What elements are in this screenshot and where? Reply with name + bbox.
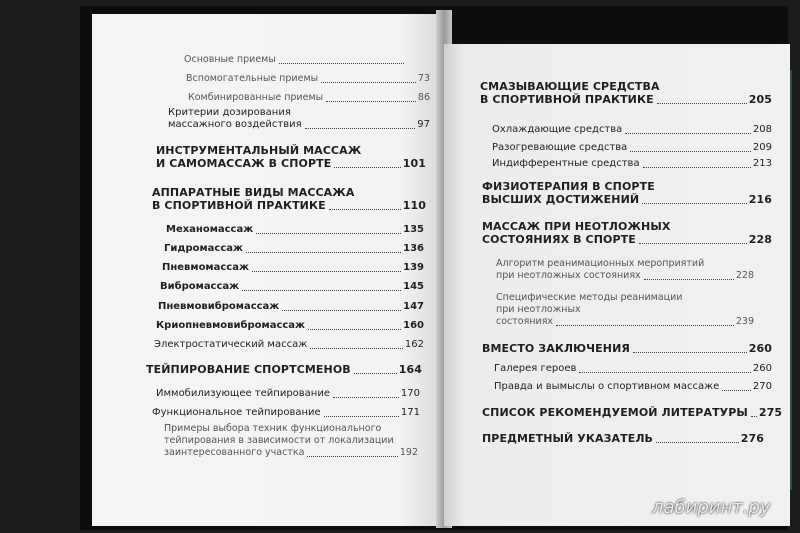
toc-entry: Примеры выбора техник функционального тейпирования в зависимости от локализации заинтересованного участка 192 [164,423,418,458]
labirint-watermark: лабиринт.ру [652,497,771,518]
toc-entry: Правда и вымыслы о спортивном массаже 270 [494,381,772,392]
toc-entry: Гидромассаж 136 [164,243,424,254]
toc-entry: Пневмовибромассаж 147 [158,301,424,312]
toc-chapter: ТЕЙПИРОВАНИЕ СПОРТСМЕНОВ 164 [146,363,422,376]
toc-chapter: ИНСТРУМЕНТАЛЬНЫЙ МАССАЖ И САМОМАССАЖ В СПОРТЕ 101 [156,144,426,170]
toc-entry: Галерея героев 260 [494,363,772,374]
toc-entry: Электростатический массаж 162 [154,339,424,350]
left-page [92,14,442,526]
toc-entry: Пневмомассаж 139 [162,262,424,273]
toc-entry: Специфические методы реанимации при неотложных состояниях 239 [496,292,754,327]
toc-entry: Комбинированные приемы 86 [188,92,430,103]
toc-entry: Разогревающие средства 209 [492,142,772,153]
toc-entry: Вспомогательные приемы 73 [186,73,430,84]
toc-chapter: ПРЕДМЕТНЫЙ УКАЗАТЕЛЬ 276 [482,432,764,445]
toc-chapter: ФИЗИОТЕРАПИЯ В СПОРТЕ ВЫСШИХ ДОСТИЖЕНИЙ 216 [482,180,772,206]
toc-entry: Индифферентные средства 213 [492,158,772,169]
toc-entry: Вибромассаж 145 [160,281,424,292]
toc-entry: Механомассаж 135 [166,224,424,235]
toc-entry: Критерии дозирования массажного воздействия 97 [168,107,430,130]
toc-chapter: МАССАЖ ПРИ НЕОТЛОЖНЫХ СОСТОЯНИЯХ В СПОРТЕ 228 [482,220,772,246]
toc-chapter: СПИСОК РЕКОМЕНДУЕМОЙ ЛИТЕРАТУРЫ 275 [482,406,783,419]
toc-chapter: АППАРАТНЫЕ ВИДЫ МАССАЖА В СПОРТИВНОЙ ПРАКТИКЕ 110 [152,186,426,212]
toc-entry: Охлаждающие средства 208 [492,124,772,135]
toc-chapter: СМАЗЫВАЮЩИЕ СРЕДСТВА В СПОРТИВНОЙ ПРАКТИКЕ 205 [480,80,772,106]
toc-entry: Алгоритм реанимационных мероприятий при неотложных состояниях 228 [496,258,754,281]
toc-chapter: ВМЕСТО ЗАКЛЮЧЕНИЯ 260 [482,342,772,355]
toc-entry: Иммобилизующее тейпирование 170 [156,388,420,399]
toc-entry: Основные приемы [184,54,406,66]
toc-entry: Функциональное тейпирование 171 [152,407,420,418]
toc-entry: Криопневмовибромассаж 160 [156,320,424,331]
right-page [444,44,790,526]
